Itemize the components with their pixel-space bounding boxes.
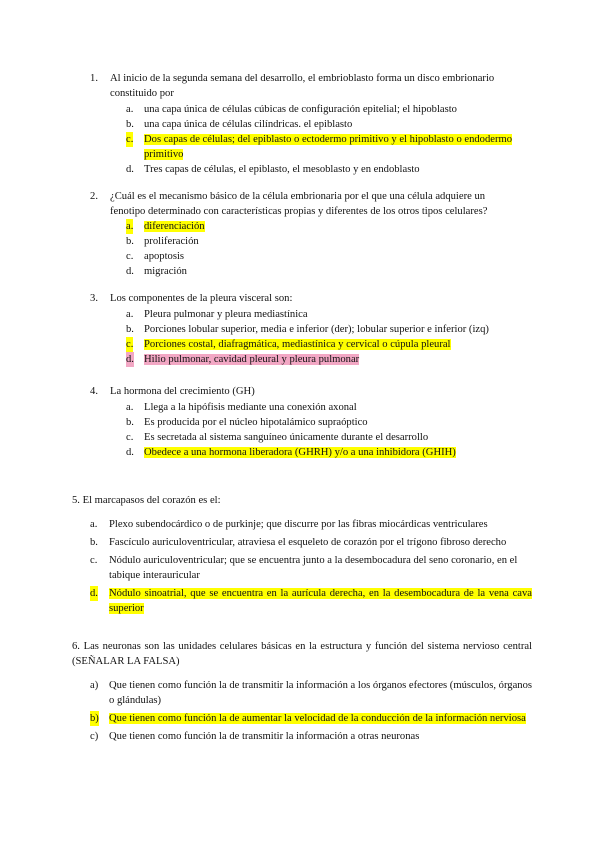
question-5-stem (72, 493, 532, 508)
option-2b: b. proliferación (126, 236, 199, 247)
option-3d: d. Hilio pulmonar, cavidad pleural y pleura pulmonar (126, 354, 360, 365)
question-text: 6. Las neuronas son las unidades celulares básicas en la estructura y función del sistema nervioso central (SEÑALAR LA FALSA) (72, 641, 532, 667)
option-2d: d. migración (126, 266, 187, 277)
option-6b: b) Que tienen como función la de aumentar la velocidad de la conducción de la información nerviosa (90, 713, 526, 724)
option-5b: b. Fascículo auriculoventricular, atraviesa el esqueleto de corazón por el trígono fibroso derecho (90, 537, 507, 548)
question-3-stem (90, 291, 520, 306)
option-2c: c. apoptosis (126, 251, 185, 262)
question-4 (90, 384, 520, 460)
question-1 (90, 71, 520, 177)
question-5 (72, 493, 532, 616)
highlighted-answer: Que tienen como función la de aumentar la velocidad de la conducción de la información nerviosa (109, 713, 526, 724)
question-1-stem (90, 71, 520, 101)
option-5c: c. Nódulo auriculoventricular; que se encuentra junto a la desembocadura del seno coronario, en el tabique interauricular (90, 555, 518, 581)
option-1d: d. Tres capas de células, el epiblasto, el mesoblasto y en endoblasto (126, 164, 420, 175)
question-number: 1. (90, 73, 98, 84)
question-2-stem (90, 189, 520, 219)
question-text: Al inicio de la segunda semana del desarrollo, el embrioblasto forma un disco embrionario constituido por (110, 73, 495, 99)
highlighted-answer: diferenciación (144, 221, 205, 232)
option-3c: c. Porciones costal, diafragmática, mediastínica y cervical o cúpula pleural (126, 339, 451, 350)
option-6c: c) Que tienen como función la de transmitir la información a otras neuronas (90, 731, 420, 742)
option-1c: c. Dos capas de células; del epiblasto o ectodermo primitivo y el hipoblasto o endodermo primitivo (126, 134, 513, 160)
question-text: ¿Cuál es el mecanismo básico de la célula embrionaria por el que una célula adquiere un fenotipo determinado con características propias y diferentes de los otros tipos celulares? (110, 191, 488, 217)
highlighted-answer: Dos capas de células; del epiblasto o ectodermo primitivo y el hipoblasto o endodermo primitivo (144, 134, 513, 160)
option-2a: a. diferenciación (126, 221, 205, 232)
highlighted-answer: Porciones costal, diafragmática, mediastínica y cervical o cúpula pleural (144, 339, 451, 350)
question-number: 2. (90, 191, 98, 202)
option-3a: a. Pleura pulmonar y pleura mediastínica (126, 309, 308, 320)
question-text: Los componentes de la pleura visceral son: (110, 293, 293, 304)
question-number: 3. (90, 293, 98, 304)
question-text: 5. El marcapasos del corazón es el: (72, 495, 221, 506)
option-5a: a. Plexo subendocárdico o de purkinje; que discurre por las fibras miocárdicas ventriculares (90, 519, 488, 530)
highlighted-answer: Nódulo sinoatrial, que se encuentra en la aurícula derecha, en la desembocadura de la vena cava superior (109, 588, 532, 614)
highlighted-wrong-answer: Hilio pulmonar, cavidad pleural y pleura pulmonar (144, 354, 360, 365)
question-6-stem (72, 639, 532, 669)
option-4d: d. Obedece a una hormona liberadora (GHRH) y/o a una inhibidora (GHIH) (126, 447, 456, 458)
question-3 (90, 291, 520, 367)
question-2 (90, 189, 520, 279)
question-text: La hormona del crecimiento (GH) (110, 386, 255, 397)
option-3b: b. Porciones lobular superior, media e inferior (der); lobular superior e inferior (izq) (126, 324, 489, 335)
option-1b: b. una capa única de células cilíndricas. el epiblasto (126, 119, 353, 130)
highlighted-answer: Obedece a una hormona liberadora (GHRH) y/o a una inhibidora (GHIH) (144, 447, 456, 458)
option-6a: a) Que tienen como función la de transmitir la información a los órganos efectores (músculos, órganos o glándulas) (90, 680, 532, 706)
option-4c: c. Es secretada al sistema sanguíneo únicamente durante el desarrollo (126, 432, 429, 443)
option-4b: b. Es producida por el núcleo hipotalámico supraóptico (126, 417, 368, 428)
question-6 (72, 639, 532, 744)
option-1a: a. una capa única de células cúbicas de configuración epitelial; el hipoblasto (126, 104, 457, 115)
question-4-stem (90, 384, 520, 399)
question-number: 4. (90, 386, 98, 397)
option-5d: d. Nódulo sinoatrial, que se encuentra en la aurícula derecha, en la desembocadura de la vena cava superior (90, 588, 532, 614)
option-4a: a. Llega a la hipófisis mediante una conexión axonal (126, 402, 357, 413)
